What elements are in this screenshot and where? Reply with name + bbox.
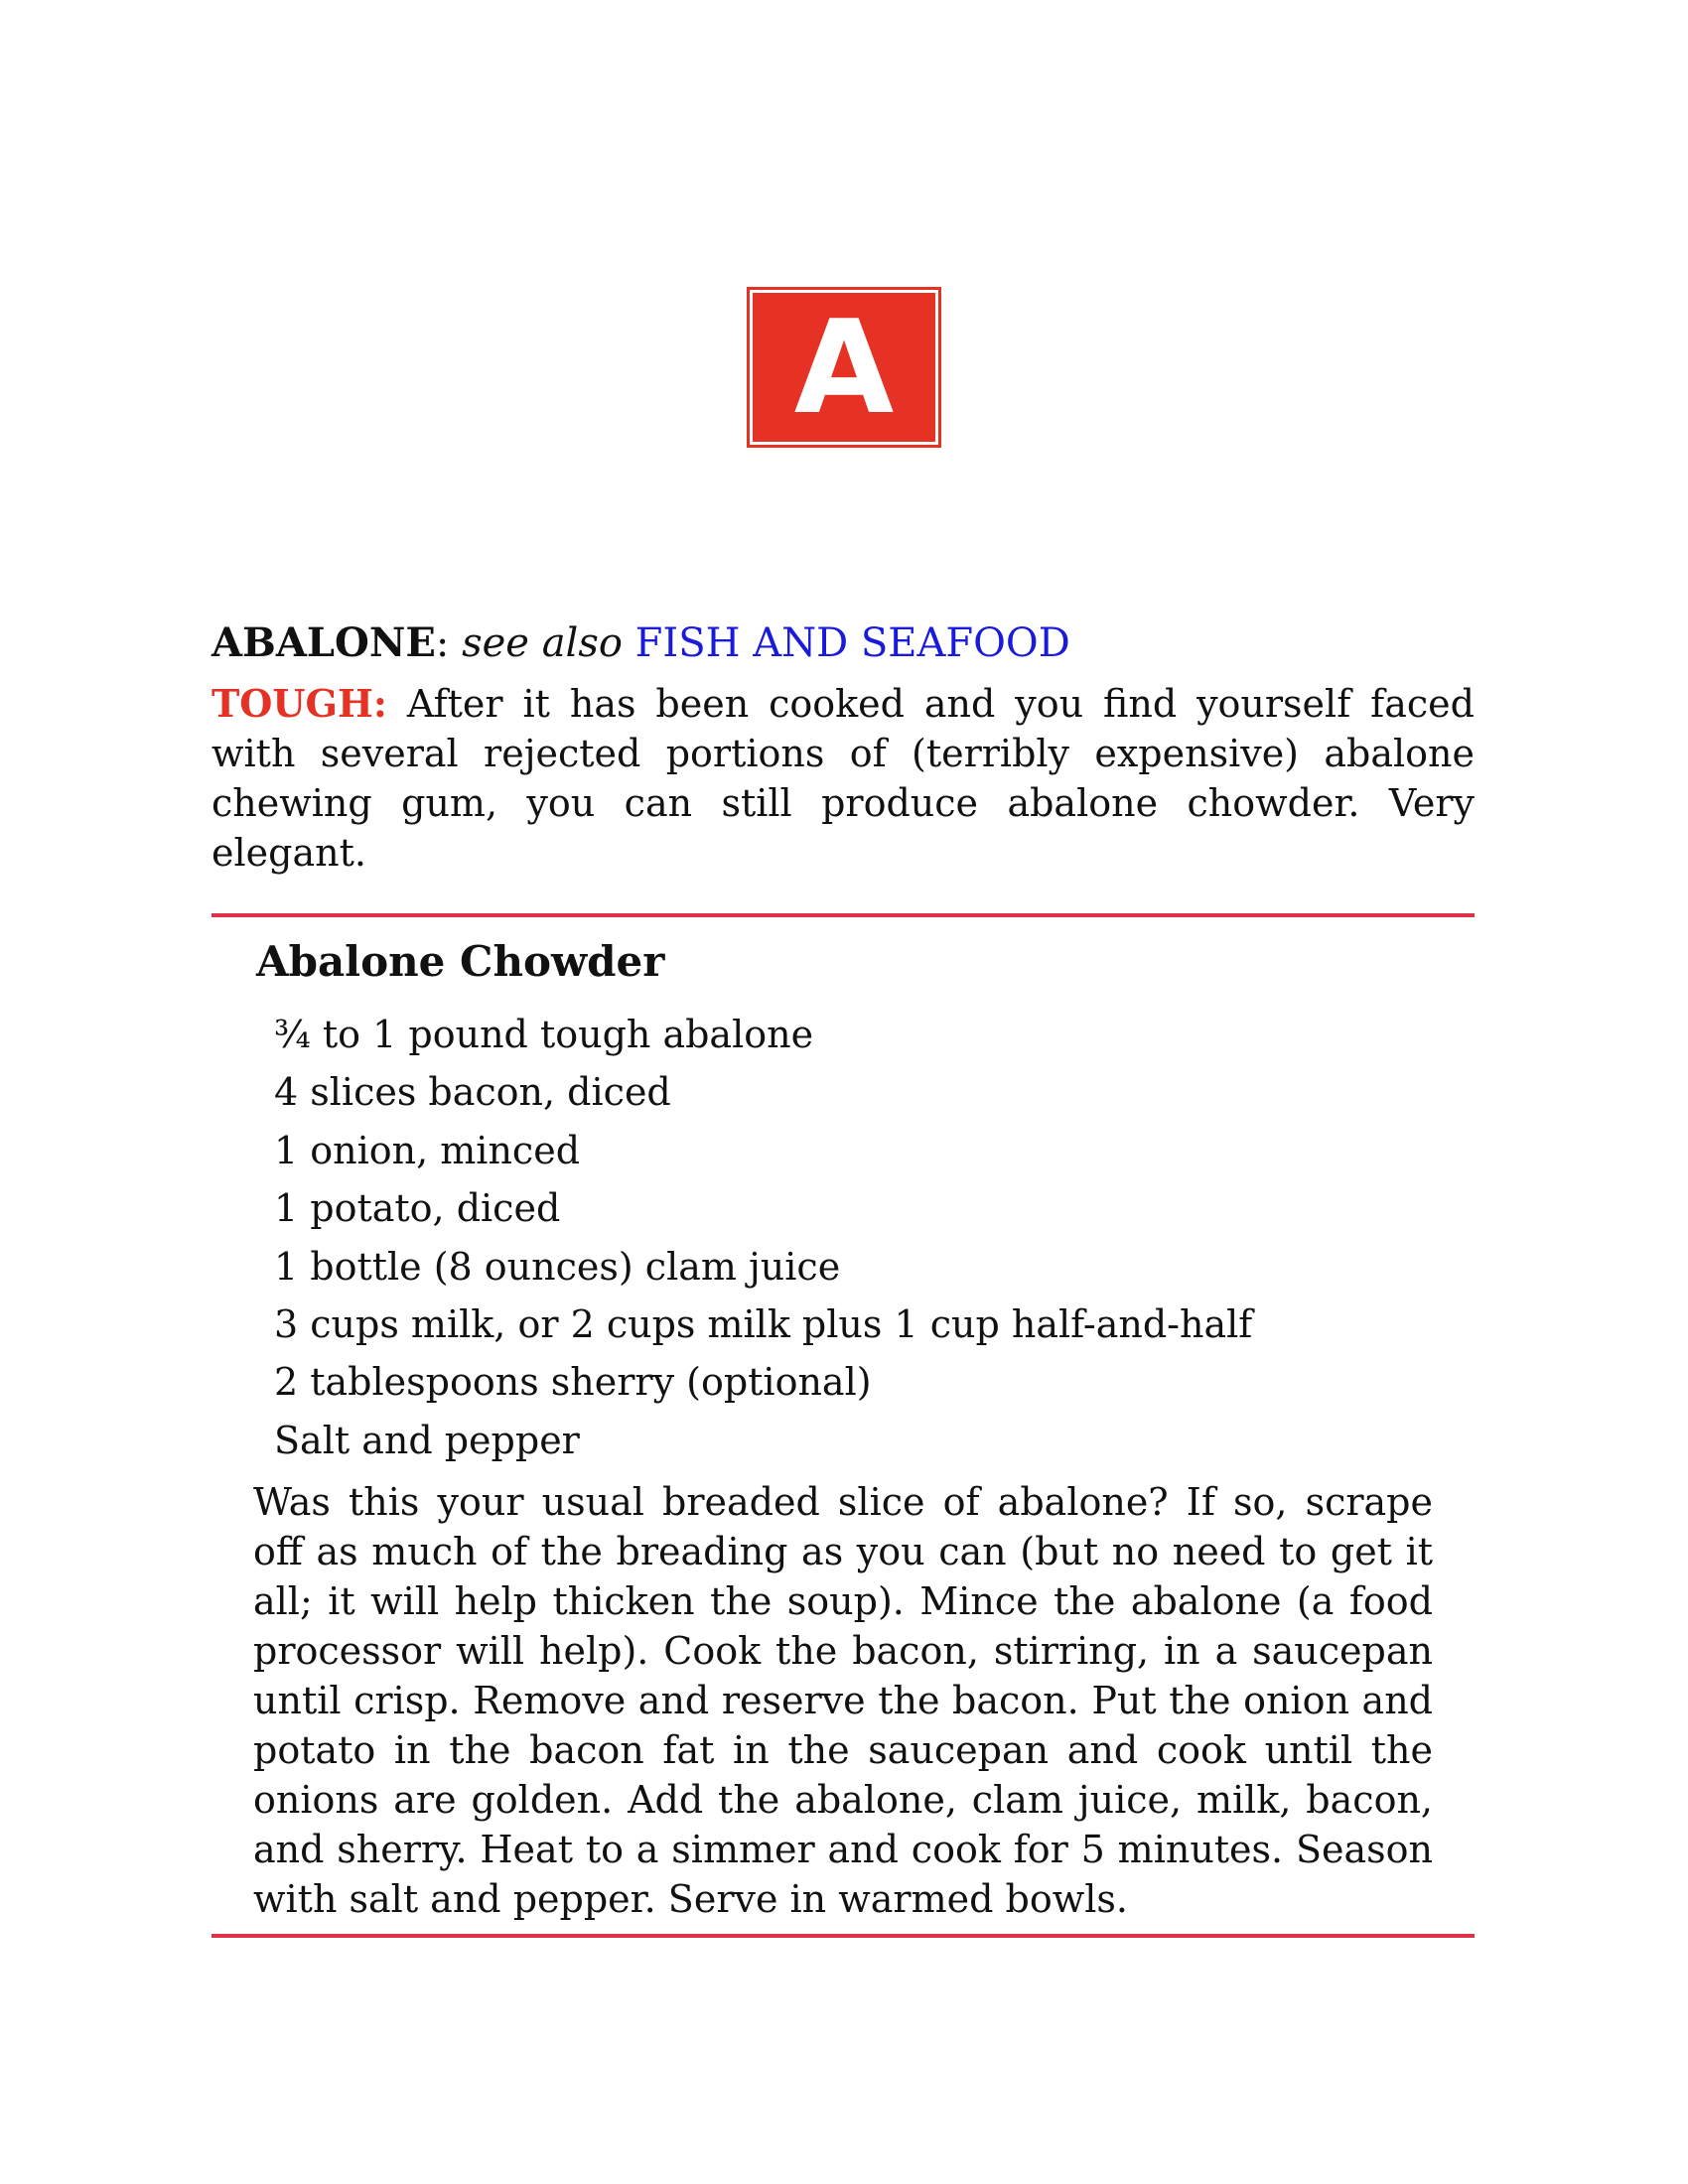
ingredient-item: 1 bottle (8 ounces) clam juice [274, 1244, 841, 1289]
entry-separator: : [435, 620, 463, 666]
entry-heading [211, 615, 1070, 671]
ingredient-item: 2 tablespoons sherry (optional) [274, 1360, 872, 1405]
see-also-link[interactable]: FISH AND SEAFOOD [634, 620, 1070, 666]
entry-term: ABALONE [211, 619, 436, 666]
tip-paragraph [211, 679, 1475, 878]
ingredient-item: Salt and pepper [274, 1418, 580, 1462]
ingredient-item: 3 cups milk, or 2 cups milk plus 1 cup half-and-half [274, 1301, 1253, 1346]
ingredient-item: 1 onion, minced [274, 1128, 581, 1172]
ingredient-item: 1 potato, diced [274, 1186, 561, 1231]
tip-text: After it has been cooked and you find yourself faced with several rejected portions of (terribly expensive) abalone chewing gum, you can still produce abalone chowder. Very elegant. [211, 682, 1475, 875]
see-also-label: see also [462, 620, 623, 666]
tip-label: TOUGH: [211, 681, 387, 726]
ingredient-list [274, 1006, 1252, 1469]
ingredient-item: 4 slices bacon, diced [274, 1070, 671, 1115]
ingredient-item: ¾ to 1 pound tough abalone [274, 1013, 814, 1056]
recipe-title: Abalone Chowder [256, 937, 665, 986]
recipe-bottom-rule [211, 1934, 1475, 1938]
section-letter: A [793, 292, 895, 443]
recipe-method: Was this your usual breaded slice of abalone? If so, scrape off as much of the breading as you can (but no need to get it all; it will help thicken the soup). Mince the abalone (a food processor will help). Cook the bacon, stirring, in a saucepan until crisp. Remove and reserve the bacon. Put the onion and potato in the bacon fat in the saucepan and cook until the onions are golden. Add the abalone, clam juice, milk, bacon, and sherry. Heat to a simmer and cook for 5 minutes. Season with salt and pepper. Serve in warmed bowls. [253, 1480, 1433, 1921]
section-letter-badge [750, 290, 938, 445]
recipe-top-rule [211, 913, 1475, 917]
